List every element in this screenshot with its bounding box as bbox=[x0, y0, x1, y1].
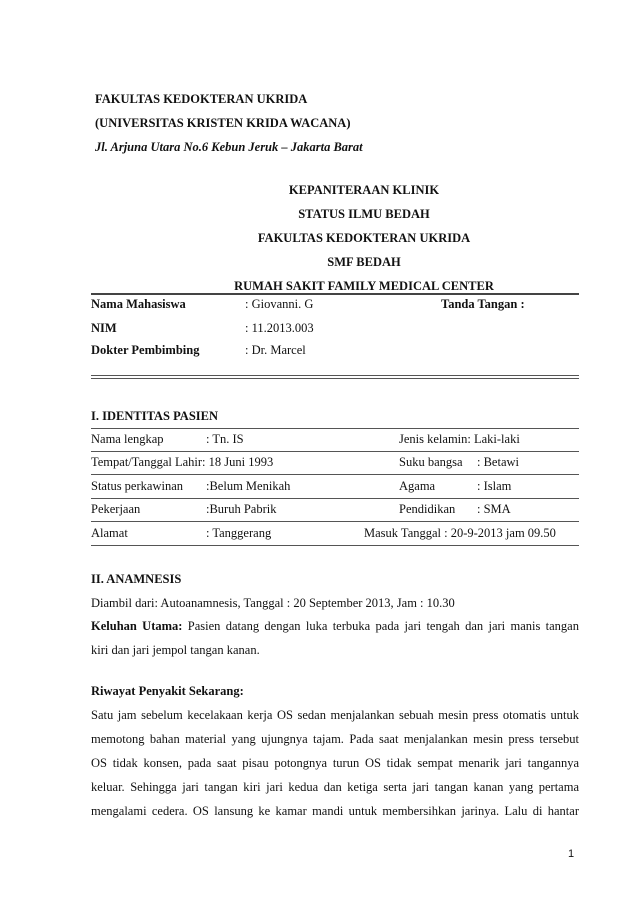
institution-name: FAKULTAS KEDOKTERAN UKRIDA bbox=[95, 92, 308, 106]
history-heading-text: Riwayat Penyakit Sekarang: bbox=[91, 684, 244, 698]
title-clinical-clerkship: KEPANITERAAN KLINIK bbox=[288, 183, 440, 197]
table-rule bbox=[91, 451, 579, 452]
university-name: (UNIVERSITAS KRISTEN KRIDA WACANA) bbox=[95, 116, 351, 130]
field-label: Suku bangsa bbox=[399, 455, 463, 469]
chief-complaint bbox=[91, 614, 579, 662]
title-faculty: FAKULTAS KEDOKTERAN UKRIDA bbox=[257, 231, 471, 245]
table-row bbox=[91, 432, 579, 450]
anamnesis-source-text: Diambil dari: Autoanamnesis, Tanggal : 20 September 2013, Jam : 10.30 bbox=[91, 596, 455, 610]
student-name-label: Nama Mahasiswa bbox=[91, 297, 186, 311]
table-rule bbox=[91, 521, 579, 522]
nim-value: : 11.2013.003 bbox=[245, 321, 314, 335]
title-hospital: RUMAH SAKIT FAMILY MEDICAL CENTER bbox=[234, 279, 494, 293]
history-line: keluar. Sehingga jari tangan kiri jari kedua dan ketiga serta jari tangan kanan yang pertama bbox=[91, 780, 579, 794]
history-line: mengalami cedera. OS lansung ke kamar mandi untuk membersihkan jarinya. Lalu di hantar bbox=[91, 804, 579, 818]
section-identitas-title: I. IDENTITAS PASIEN bbox=[91, 409, 219, 423]
supervisor-row bbox=[91, 343, 579, 361]
history-heading bbox=[91, 684, 579, 702]
section-identitas-heading bbox=[91, 409, 579, 427]
anamnesis-source bbox=[91, 596, 579, 614]
institution-address: Jl. Arjuna Utara No.6 Kebun Jeruk – Jakarta Barat bbox=[95, 140, 363, 154]
divider-top bbox=[91, 293, 579, 295]
field-value: : SMA bbox=[477, 502, 511, 516]
title-status: STATUS ILMU BEDAH bbox=[298, 207, 430, 221]
field-label: Tempat/Tanggal Lahir: 18 Juni 1993 bbox=[91, 455, 274, 469]
supervisor-label: Dokter Pembimbing bbox=[91, 343, 200, 357]
field-value: : Tanggerang bbox=[206, 526, 272, 540]
signature-label: Tanda Tangan : bbox=[441, 297, 525, 311]
table-row bbox=[91, 502, 579, 520]
table-row bbox=[91, 479, 579, 497]
student-name-row bbox=[91, 297, 579, 315]
divider-double bbox=[91, 375, 579, 379]
field-value: : Tn. IS bbox=[206, 432, 244, 446]
table-rule bbox=[91, 545, 579, 546]
history-line: Satu jam sebelum kecelakaan kerja OS sedan menjalankan sebuah mesin press otomatis untuk bbox=[91, 708, 579, 722]
title-smf: SMF BEDAH bbox=[327, 255, 401, 269]
table-rule bbox=[91, 474, 579, 475]
history-paragraph bbox=[91, 703, 579, 823]
section-anamnesis-title: II. ANAMNESIS bbox=[91, 572, 182, 586]
history-line: OS tidak konsen, pada saat pisau potongnya turun OS tidak sempat menarik jari tangannya bbox=[91, 756, 579, 770]
field-label: Pendidikan bbox=[399, 502, 456, 516]
field-value: :Buruh Pabrik bbox=[206, 502, 277, 516]
field-label: Status perkawinan bbox=[91, 479, 183, 493]
field-label: Nama lengkap bbox=[91, 432, 164, 446]
field-label: Agama bbox=[399, 479, 436, 493]
chief-complaint-line bbox=[91, 614, 579, 638]
supervisor-value: : Dr. Marcel bbox=[245, 343, 306, 357]
table-rule bbox=[91, 498, 579, 499]
page-number: 1 bbox=[568, 848, 575, 860]
chief-complaint-label: Keluhan Utama: bbox=[91, 619, 183, 633]
table-row bbox=[91, 455, 579, 473]
field-label: Masuk Tanggal : 20-9-2013 jam 09.50 bbox=[364, 526, 556, 540]
table-rule bbox=[91, 428, 579, 429]
student-nim-row bbox=[91, 321, 579, 339]
field-label: Jenis kelamin: Laki-laki bbox=[399, 432, 520, 446]
history-line: memotong bahan material yang ujungnya tajam. Pada saat menjalankan mesin press tersebut bbox=[91, 732, 579, 746]
nim-label: NIM bbox=[91, 321, 117, 335]
chief-complaint-text: Pasien datang dengan luka terbuka pada jari tengah dan jari manis tangan bbox=[182, 619, 579, 633]
field-value: : Betawi bbox=[477, 455, 520, 469]
field-value: : Islam bbox=[477, 479, 512, 493]
field-label: Alamat bbox=[91, 526, 128, 540]
field-value: :Belum Menikah bbox=[206, 479, 291, 493]
section-anamnesis-heading bbox=[91, 572, 579, 590]
student-name-value: : Giovanni. G bbox=[245, 297, 314, 311]
field-label: Pekerjaan bbox=[91, 502, 141, 516]
table-row bbox=[91, 526, 579, 544]
chief-complaint-line: kiri dan jari jempol tangan kanan. bbox=[91, 643, 260, 657]
